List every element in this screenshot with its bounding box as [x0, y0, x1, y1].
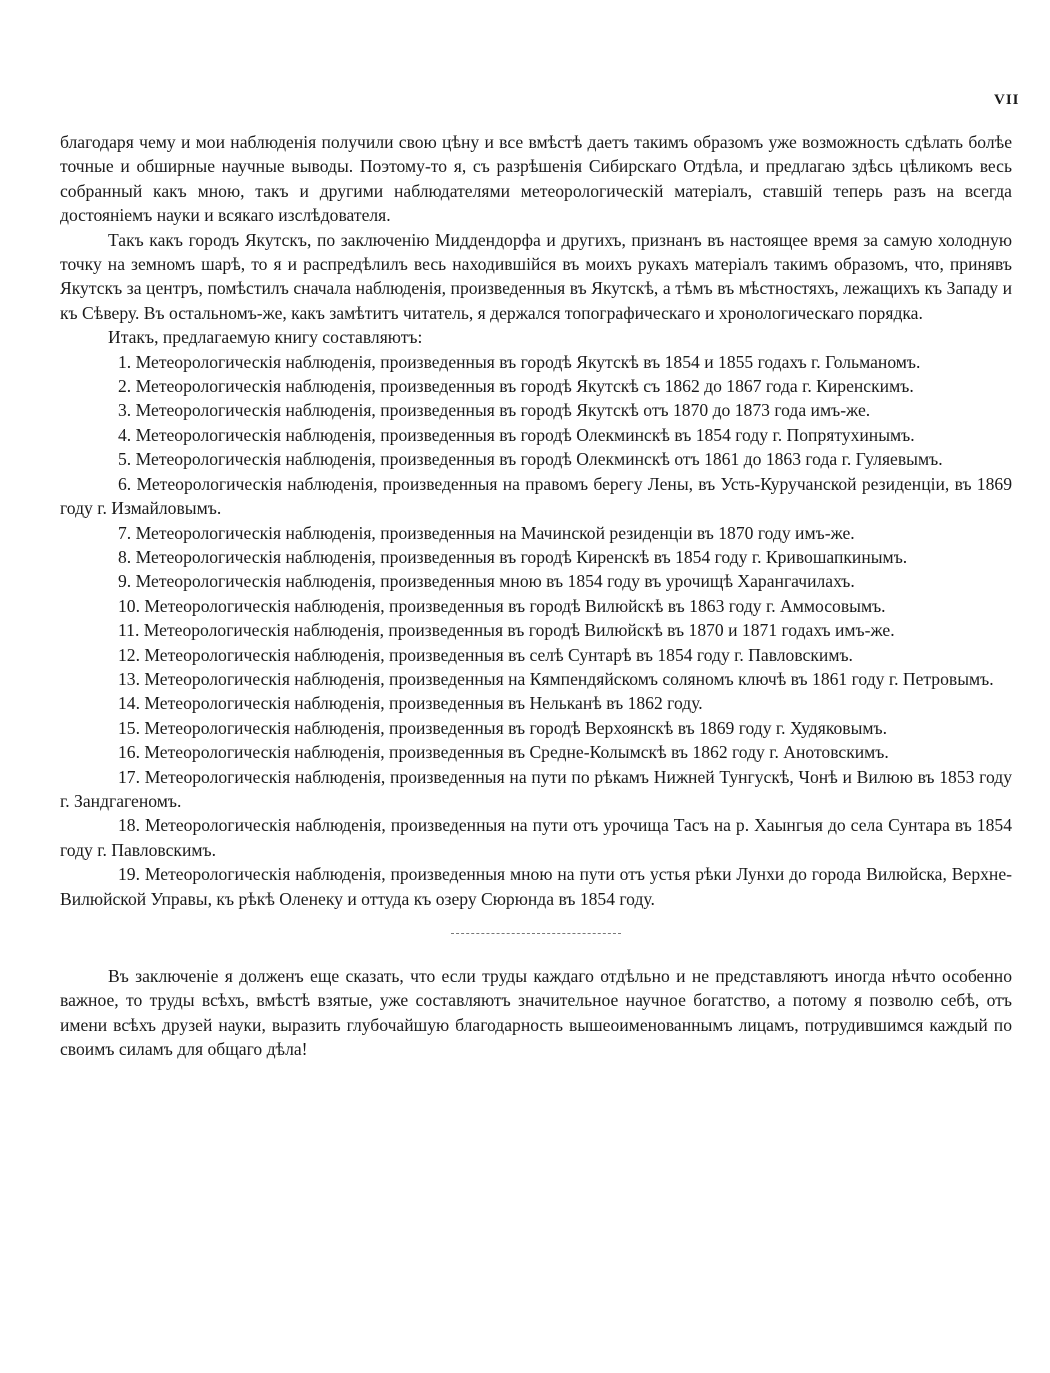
page-number: VII: [994, 92, 1020, 108]
list-item: 11. Метеорологическія наблюденія, произведенныя въ городѣ Вилюйскѣ въ 1870 и 1871 годахъ имъ-же.: [118, 620, 895, 641]
list-item: 18. Метеорологическія наблюденія, произведенныя на пути отъ урочища Тасъ на р. Хаынгыя до села Сунтара въ 1854 году г. Павловскимъ.: [60, 815, 1012, 860]
list-item: 3. Метеорологическія наблюденія, произведенныя въ городѣ Якутскѣ отъ 1870 до 1873 года имъ-же.: [118, 400, 871, 421]
list-item: 7. Метеорологическія наблюденія, произведенныя на Мачинской резиденціи въ 1870 году имъ-же.: [118, 522, 855, 543]
page-body: [60, 130, 1012, 1062]
list-item: 6. Метеорологическія наблюденія, произведенныя на правомъ берегу Лены, въ Усть-Куручанской резиденціи, въ 1869 году г. Измайловымъ.: [60, 473, 1012, 519]
intro-paragraph-arrangement: Такъ какъ городъ Якутскъ, по заключенію Миддендорфа и другихъ, признанъ въ настоящее время за самую холодную точку на земномъ шарѣ, то я и распредѣлилъ весь находившійся въ моихъ рукахъ матеріалъ такимъ образомъ, что, принявъ Якутскъ за центръ, помѣстилъ сначала наблюденія, произведенныя въ Якутскѣ, а тѣмъ въ мѣстностяхъ, лежащихъ къ Западу и къ Сѣверу. Въ остальномъ-же, какъ замѣтитъ читатель, я держался топографическаго и хронологическаго порядка.: [60, 229, 1012, 323]
list-item: 19. Метеорологическія наблюденія, произведенныя мною на пути отъ устья рѣки Лунхи до города Вилюйска, Верхне-Вилюйской Управы, къ рѣкѣ Оленеку и оттуда къ озеру Сюрюнда въ 1854 году.: [60, 864, 1012, 909]
list-item: 1. Метеорологическія наблюденія, произведенныя въ городѣ Якутскѣ въ 1854 и 1855 годахъ г. Гольманомъ.: [118, 351, 921, 372]
list-item: 17. Метеорологическія наблюденія, произведенныя на пути по рѣкамъ Нижней Тунгускѣ, Чонѣ и Вилюю въ 1853 году г. Зандгагеномъ.: [60, 766, 1012, 811]
list-item: 5. Метеорологическія наблюденія, произведенныя въ городѣ Олекминскѣ отъ 1861 до 1863 года г. Гуляевымъ.: [118, 449, 943, 470]
list-item: 15. Метеорологическія наблюденія, произведенныя въ городѣ Верхоянскѣ въ 1869 году г. Худяковымъ.: [118, 717, 888, 738]
list-item: 14. Метеорологическія наблюденія, произведенныя въ Нельканѣ въ 1862 году.: [118, 693, 703, 714]
list-item: 9. Метеорологическія наблюденія, произведенныя мною въ 1854 году въ урочищѣ Харангачилахъ.: [118, 571, 855, 592]
list-item: 16. Метеорологическія наблюденія, произведенныя въ Средне-Колымскѣ въ 1862 году г. Анотовскимъ.: [118, 742, 889, 763]
contents-list: [60, 350, 1012, 911]
list-item: 2. Метеорологическія наблюденія, произведенныя въ городѣ Якутскѣ съ 1862 до 1867 года г. Киренскимъ.: [118, 376, 914, 397]
list-item: 4. Метеорологическія наблюденія, произведенныя въ городѣ Олекминскѣ въ 1854 году г. Попрятухинымъ.: [118, 424, 915, 445]
list-item: 10. Метеорологическія наблюденія, произведенныя въ городѣ Вилюйскѣ въ 1863 году г. Аммосовымъ.: [118, 595, 886, 616]
section-divider: [451, 933, 621, 934]
intro-paragraph-continuation: благодаря чему и мои наблюденія получили свою цѣну и все вмѣстѣ даетъ такимъ образомъ уже возможность сдѣлать болѣе точные и обширные научные выводы. Поэтому-то я, съ разрѣшенія Сибирскаго Отдѣла, и предлагаю здѣсь цѣликомъ весь собранный какъ мною, такъ и другими наблюдателями метеорологическій матеріалъ, ставшій теперь разъ на всегда достояніемъ науки и всякаго изслѣдователя.: [60, 132, 1012, 226]
list-item: 12. Метеорологическія наблюденія, произведенныя въ селѣ Сунтарѣ въ 1854 году г. Павловскимъ.: [118, 644, 853, 665]
closing-paragraph: Въ заключеніе я долженъ еще сказать, что если труды каждаго отдѣльно и не представляютъ иногда нѣчто особенно важное, то труды всѣхъ, вмѣстѣ взятые, уже составляютъ значительное научное богатство, а потому я позволю себѣ, отъ имени всѣхъ друзей науки, выразить глубочайшую благодарность вышеоименованнымъ лицамъ, потрудившимся каждый по своимъ силамъ для общаго дѣла!: [60, 966, 1012, 1060]
list-item: 13. Метеорологическія наблюденія, произведенныя на Кямпендяйскомъ соляномъ ключѣ въ 1861 году г. Петровымъ.: [118, 668, 994, 689]
list-intro: Итакъ, предлагаемую книгу составляютъ:: [108, 327, 423, 348]
list-item: 8. Метеорологическія наблюденія, произведенныя въ городѣ Киренскѣ въ 1854 году г. Кривошапкинымъ.: [118, 546, 908, 567]
